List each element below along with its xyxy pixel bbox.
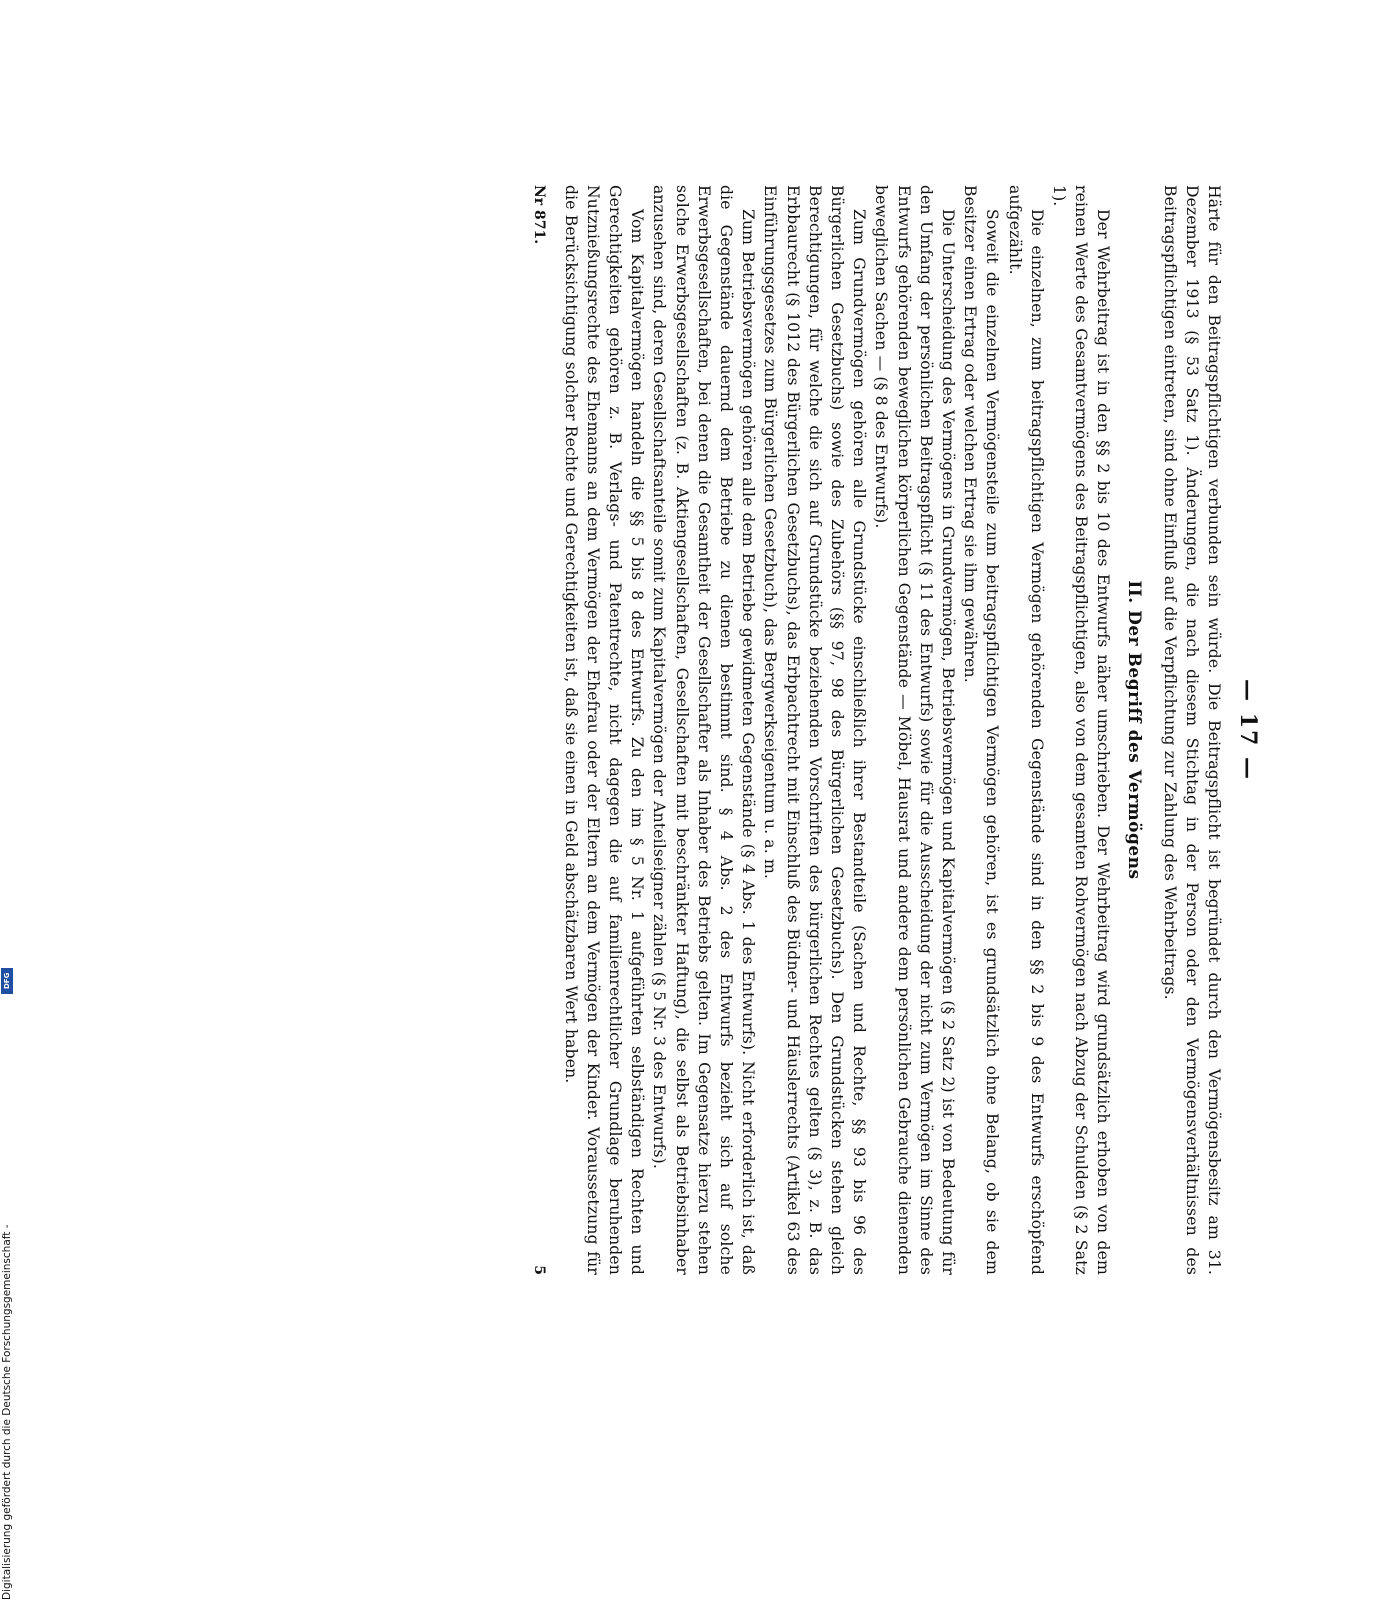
dfg-logo: [1, 968, 13, 994]
digitization-note-text: Digitalisierung gefördert durch die Deutsche Forschungsgemeinschaft -: [1, 1224, 13, 1600]
body-paragraph: Zum Grundvermögen gehören alle Grundstücke einschließlich ihrer Bestandteile (Sachen und Rechte, §§ 93 bis 96 des Bürgerlichen Gesetzbuchs) sowie des Zubehörs (§§ 97, 98 des Bürgerlichen Gesetzbuchs). Den Grundstücken stehen gleich Berechtigungen, für welche die sich auf Grundstücke beziehenden Vorschriften des bürgerlichen Rechtes gelten (§ 3), z. B. das Erbbaurecht (§ 1012 des Bürgerlichen Gesetzbuchs), das Erbpachtrecht mit Einschluß des Büdner- und Häuslerrechts (Artikel 63 des Einführungsgesetzes zum Bürgerlichen Gesetzbuch), das Bergwerkseigentum u. a. m.: [761, 185, 869, 1275]
footer-signature: Nr 871.: [531, 185, 548, 245]
body-paragraph: Zum Betriebsvermögen gehören alle dem Betriebe gewidmeten Gegenstände (§ 4 Abs. 1 des Entwurfs). Nicht erforderlich ist, daß die Gegenstände dauernd dem Betriebe zu dienen bestimmt sind. § 4 Abs. 2 des Entwurfs bezieht sich auf solche Erwerbsgesellschaften, bei denen die Gesamtheit der Gesellschafter als Inhaber des Betriebs gelten. Im Gegensatze hierzu stehen solche Erwerbsgesellschaften (z. B. Aktiengesellschaften, Gesellschaften mit beschränkter Haftung), die selbst als Betriebsinhaber anzusehen sind, deren Gesellschaftsanteile somit zum Kapitalvermögen der Anteilseigner zählen (§ 5 Nr. 3 des Entwurfs).: [650, 185, 758, 1275]
page-footer: [531, 185, 547, 1275]
dfg-logo-text: DFG: [3, 972, 11, 990]
body-paragraph: Der Wehrbeitrag ist in den §§ 2 bis 10 des Entwurfs näher umschrieben. Der Wehrbeitrag wird grundsätzlich erhoben von dem reinen Werte des Gesamtvermögens des Beitragspflichtigen, also von dem gesamten Rohvermögen nach Abzug der Schulden (§ 2 Satz 1).: [1049, 185, 1113, 1275]
page-number: — 17 —: [1235, 679, 1261, 781]
section-title: II. Der Begriff des Vermögens: [1124, 580, 1145, 880]
intro-paragraph: Härte für den Beitragspflichtigen verbunden sein würde. Die Beitragspflicht ist begründet durch den Vermögensbesitz am 31. Dezember 1913 (§ 53 Satz 1). Änderungen, die nach diesem Stichtag in der Person oder den Vermögensverhältnissen des Beitragspflichtigen eintreten, sind ohne Einfluß auf die Verpflichtung zur Zahlung des Wehrbeitrags.: [1160, 185, 1223, 1275]
footer-sheet-number: 5: [531, 1265, 548, 1275]
rotated-page: [146, 185, 1261, 1275]
body-paragraph: Vom Kapitalvermögen handeln die §§ 5 bis 8 des Entwurfs. Zu den im § 5 Nr. 1 aufgeführten selbständigen Rechten und Gerechtigkeiten gehören z. B. Verlags- und Patentrechte, nicht dagegen die auf familienrechtlicher Grundlage beruhenden Nutznießungsrechte des Ehemanns an dem Vermögen der Ehefrau oder der Eltern an dem Vermögen der Kinder. Voraussetzung für die Berücksichtigung solcher Rechte und Gerechtigkeiten ist, daß sie einen in Geld abschätzbaren Wert haben.: [561, 185, 647, 1275]
page-content: [146, 185, 1261, 1275]
digitization-note: [0, 600, 14, 1600]
body-paragraph: Soweit die einzelnen Vermögensteile zum beitragspflichtigen Vermögen gehören, ist es grundsätzlich ohne Belang, ob sie dem Besitzer einen Ertrag oder welchen Ertrag sie ihm gewähren.: [961, 185, 1002, 1275]
body-paragraph: Die Unterscheidung des Vermögens in Grundvermögen, Betriebsvermögen und Kapitalvermögen (§ 2 Satz 2) ist von Bedeutung für den Umfang der persönlichen Beitragspflicht (§ 11 des Entwurfs) sowie für die Ausscheidung der nicht zum Vermögen im Sinne des Entwurfs gehörenden beweglichen körperlichen Gegenstände — Möbel, Hausrat und andere dem persönlichen Gebrauche dienenden beweglichen Sachen — (§ 8 des Entwurfs).: [872, 185, 957, 1275]
body-paragraph: Die einzelnen, zum beitragspflichtigen Vermögen gehörenden Gegenstände sind in den §§ 2 bis 9 des Entwurfs erschöpfend aufgezählt.: [1005, 185, 1046, 1275]
